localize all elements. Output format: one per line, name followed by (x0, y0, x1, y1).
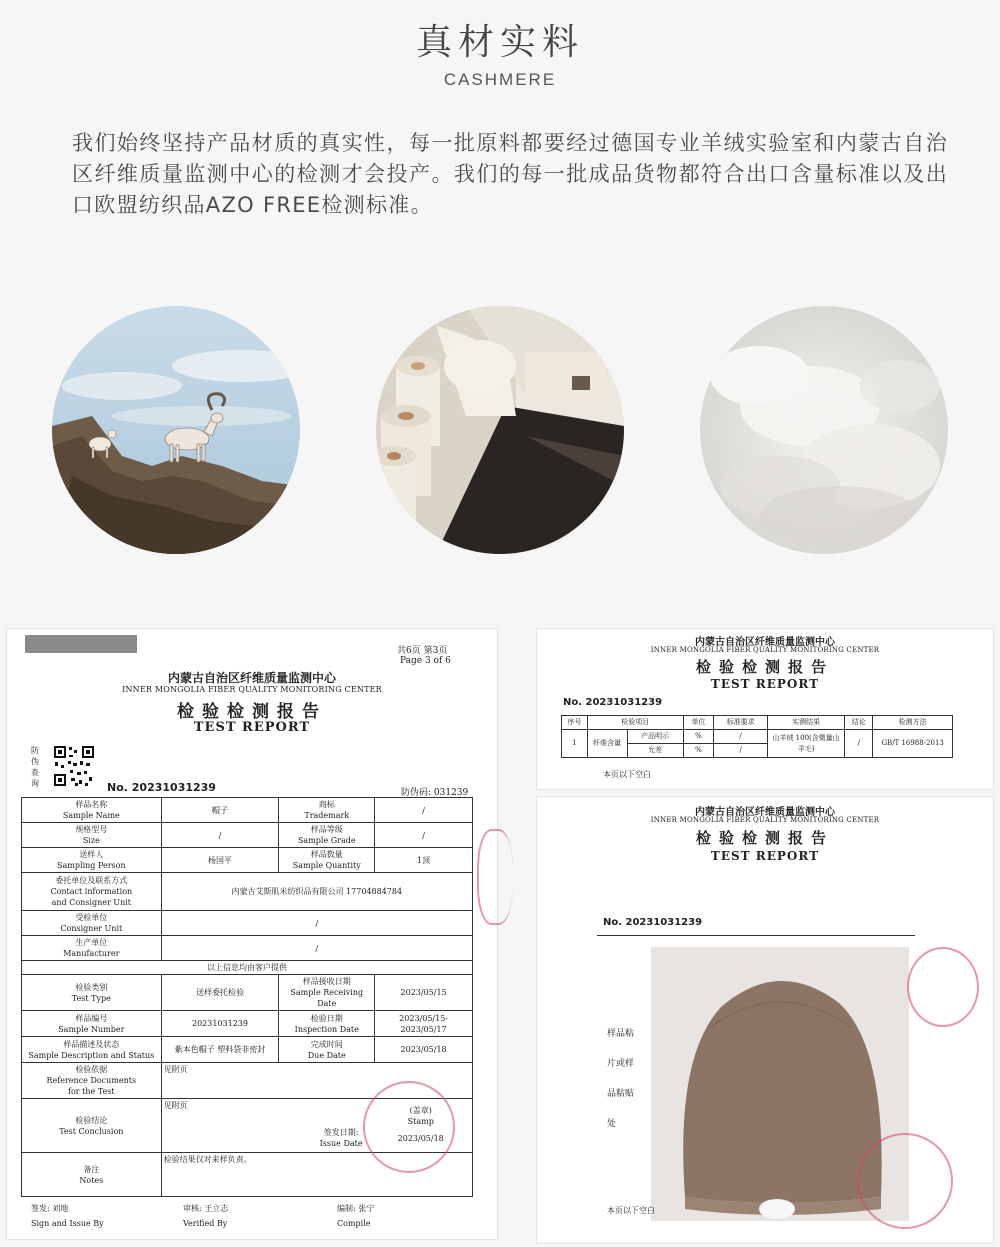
header-item: 检验项目 (587, 716, 683, 730)
page-subtitle: CASHMERE (443, 70, 557, 89)
reference-value: 见附页 (161, 1063, 472, 1099)
manufacturer-value: / (161, 936, 472, 961)
reference-label: 检验依据 Reference Documents for the Test (22, 1063, 162, 1099)
qr-code-icon (53, 745, 95, 787)
report-title-cn: 检验检测报告 (177, 702, 327, 722)
header-index: 序号 (562, 716, 588, 730)
conclusion-label: 检验结论 Test Conclusion (22, 1099, 162, 1153)
test-type-label: 检验类别 Test Type (22, 975, 162, 1011)
description-label: 样品描述及状态 Sample Description and Status (22, 1037, 162, 1063)
header-result: 实测结果 (768, 716, 845, 730)
header-standard: 标准要求 (714, 716, 768, 730)
client-note: 以上信息均由客户提供 (22, 961, 473, 975)
row-result: 山羊绒 100(含微量山羊毛) (768, 730, 845, 758)
yarn-cones-photo (376, 306, 624, 554)
center-name-cn: 内蒙古自治区纤维质量监测中心 (695, 807, 835, 818)
row-unit1: % (683, 730, 713, 744)
edge-stamp (907, 947, 979, 1027)
row-unit2: % (683, 744, 713, 758)
report-title-en: TEST REPORT (710, 849, 820, 863)
redaction-bar (25, 635, 137, 653)
receiving-value: 2023/05/15 (375, 975, 473, 1011)
report-number: No. 20231031239 (563, 697, 663, 708)
notes-label: 备注 Notes (22, 1153, 162, 1197)
sample-number-value: 20231031239 (161, 1011, 279, 1037)
trademark-value: / (375, 798, 473, 823)
row-sub1: 产品明示 (627, 730, 683, 744)
test-report-cover (6, 628, 498, 1240)
intro-paragraph: 我们始终坚持产品材质的真实性，每一批原料都要经过德国专业羊绒实验室和内蒙古自治区纤维质量监测中心的检测才会投产。我们的每一批成品货物都符合出口含量标准以及出口欧盟纺织品AZO FREE检测标准。 (72, 131, 948, 217)
sample-paste-label: 样品粘 片或样 品粘贴 处 (607, 1029, 635, 1129)
report-title-cn: 检验检测报告 (695, 829, 834, 847)
receiving-label: 样品接收日期 Sample Receiving Date (279, 975, 375, 1011)
header-unit: 单位 (683, 716, 713, 730)
center-name-en: INNER MONGOLIA FIBER QUALITY MONITORING CENTER (650, 646, 880, 654)
report-title-cn: 检验检测报告 (695, 658, 834, 676)
report-number: No. 20231031239 (107, 781, 216, 794)
contact-label: 委托单位及联系方式 Contact information and Consigner Unit (22, 873, 162, 911)
report-number: No. 20231031239 (603, 917, 703, 928)
trademark-label: 商标 Trademark (279, 798, 375, 823)
center-name-en: INNER MONGOLIA FIBER QUALITY MONITORING CENTER (650, 816, 880, 824)
verify-label-en: Verified By (183, 1219, 228, 1228)
row-method: GB/T 16988-2013 (873, 730, 953, 758)
grade-label: 样品等级 Sample Grade (279, 823, 375, 848)
notes-value: 检验结果仅对来样负责。 (161, 1153, 472, 1197)
sampling-person-label: 送样人 Sampling Person (22, 848, 162, 873)
sign-label: 签发: 刘地 (31, 1204, 69, 1213)
goats-photo (52, 306, 300, 554)
inspection-label: 检验日期 Inspection Date (279, 1011, 375, 1037)
conclusion-value: 见附页 (163, 1101, 188, 1110)
divider (597, 935, 915, 936)
anti-fake-code: 防伪码: 031239 (401, 788, 469, 798)
inspection-value: 2023/05/15- 2023/05/17 (375, 1011, 473, 1037)
contact-value: 内蒙古艾斯肌米纺织品有限公司 17704884784 (161, 873, 472, 911)
page-title: 真材实料 (415, 22, 584, 63)
page-count-en: Page 3 of 6 (400, 656, 451, 666)
blank-note: 本页以下空白 (607, 1206, 655, 1215)
row-std2: / (714, 744, 768, 758)
page-count-cn: 共6页 第3页 (397, 646, 448, 656)
header-method: 检测方法 (873, 716, 953, 730)
center-name-cn: 内蒙古自治区纤维质量监测中心 (695, 637, 835, 648)
official-stamp (363, 1081, 455, 1173)
quantity-value: 1顶 (375, 848, 473, 873)
compile-label: 编制: 张宁 (337, 1204, 375, 1213)
row-sub2: 允差 (627, 744, 683, 758)
blank-note: 本页以下空白 (603, 770, 651, 779)
size-label: 规格型号 Size (22, 823, 162, 848)
issue-date-value: 2023/05/18 (397, 1134, 444, 1143)
test-report-results (536, 628, 994, 790)
issue-date-label: 签发日期: Issue Date (319, 1128, 363, 1148)
due-date-value: 2023/05/18 (375, 1037, 473, 1063)
description-value: 紫本色帽子 塑料袋非密封 (161, 1037, 279, 1063)
center-name-cn: 内蒙古自治区纤维质量监测中心 (167, 671, 336, 685)
cashmere-fiber-photo (700, 306, 948, 554)
test-type-value: 送样委托检验 (161, 975, 279, 1011)
row-conclusion: / (845, 730, 873, 758)
consigner-label: 受检单位 Consigner Unit (22, 911, 162, 936)
row-item: 纤维含量 (587, 730, 627, 758)
row-index: 1 (562, 730, 588, 758)
header-conclusion: 结论 (845, 716, 873, 730)
sampling-person-value: 杨国平 (161, 848, 279, 873)
quantity-label: 样品数量 Sample Quantity (279, 848, 375, 873)
test-report-photo-page (536, 796, 994, 1244)
compile-label-en: Compile (337, 1219, 371, 1228)
size-value: / (161, 823, 279, 848)
sign-label-en: Sign and Issue By (31, 1219, 104, 1228)
report-title-en: TEST REPORT (193, 720, 311, 735)
anti-fake-label: 防伪查询 (31, 746, 39, 788)
official-stamp (857, 1133, 953, 1229)
manufacturer-label: 生产单位 Manufacturer (22, 936, 162, 961)
grade-value: / (375, 823, 473, 848)
sample-number-label: 样品编号 Sample Number (22, 1011, 162, 1037)
center-name-en: INNER MONGOLIA FIBER QUALITY MONITORING CENTER (122, 685, 382, 694)
row-std1: / (714, 730, 768, 744)
due-date-label: 完成时间 Due Date (279, 1037, 375, 1063)
report-title-en: TEST REPORT (710, 677, 820, 691)
results-table (561, 715, 953, 758)
stamp-label: (盖章) Stamp (407, 1106, 434, 1126)
sample-name-label: 样品名称 Sample Name (22, 798, 162, 823)
verify-label: 审核: 王立志 (183, 1204, 229, 1213)
sample-name-value: 帽子 (161, 798, 279, 823)
consigner-value: / (161, 911, 472, 936)
edge-stamp (477, 829, 513, 925)
